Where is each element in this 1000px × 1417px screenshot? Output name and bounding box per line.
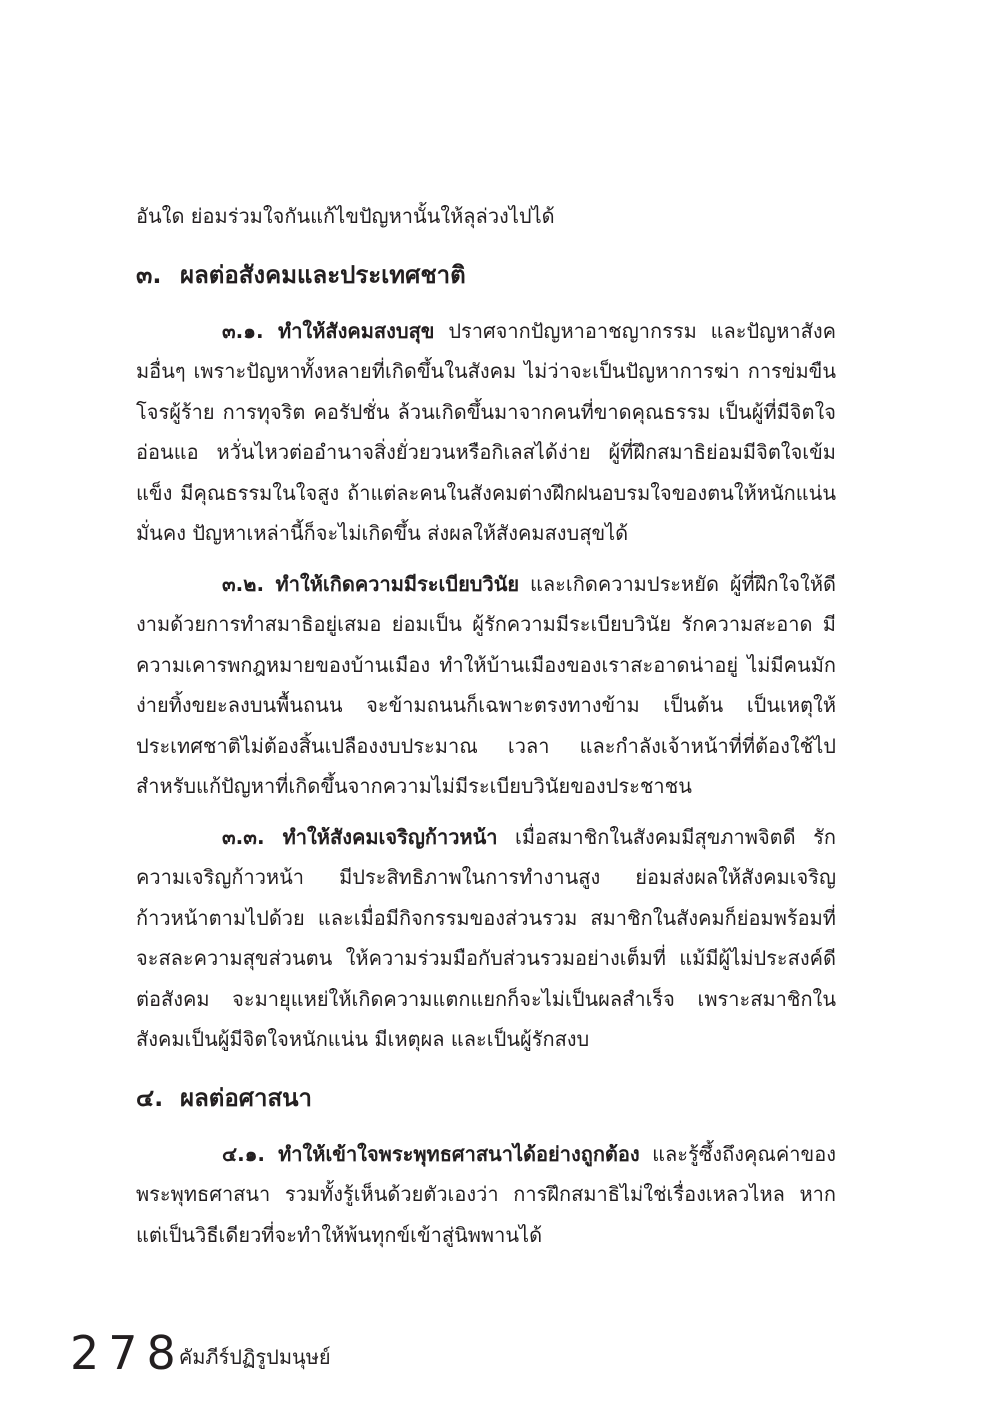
book-title: คัมภีร์ปฏิรูปมนุษย์ [178, 1345, 331, 1369]
paragraph-3-2 [136, 564, 836, 807]
paragraph-3-3-body: เมื่อสมาชิกในสังคมมีสุขภาพจิตดี รักความเจริญก้าวหน้า มีประสิทธิภาพในการทำงานสูง ย่อมส่งผลให้สังคมเจริญก้าวหน้าตามไปด้วย และเมื่อมีกิจกรรมของส่วนรวม สมาชิกในสังคมก็ย่อมพร้อมที่จะสละความสุขส่วนตน ให้ความร่วมมือกับส่วนรวมอย่างเต็มที่ แม้มีผู้ไม่ประสงค์ดีต่อสังคม จะมายุแหย่ให้เกิดความแตกแยกก็จะไม่เป็นผลสำเร็จ เพราะสมาชิกในสังคมเป็นผู้มีจิตใจหนักแน่น มีเหตุผล และเป็นผู้รักสงบ [136, 824, 836, 1051]
section-3-heading [136, 255, 836, 295]
subheading-3-1: ๓.๑. ทำให้สังคมสงบสุข [222, 318, 435, 343]
section-3-number: ๓. [136, 260, 162, 289]
page-body [136, 196, 836, 1255]
paragraph-3-2-body: และเกิดความประหยัด ผู้ที่ฝึกใจให้ดีงามด้วยการทำสมาธิอยู่เสมอ ย่อมเป็น ผู้รักความมีระเบียบวินัย รักความสะอาด มีความเคารพกฎหมายของบ้านเมือง ทำให้บ้านเมืองของเราสะอาดน่าอยู่ ไม่มีคนมักง่ายทิ้งขยะลงบนพื้นถนน จะข้ามถนนก็เฉพาะตรงทางข้าม เป็นต้น เป็นเหตุให้ประเทศชาติไม่ต้องสิ้นเปลืองงบประมาณ เวลา และกำลังเจ้าหน้าที่ที่ต้องใช้ไปสำหรับแก้ปัญหาที่เกิดขึ้นจากความไม่มีระเบียบวินัยของประชาชน [136, 571, 836, 798]
subheading-3-2: ๓.๒. ทำให้เกิดความมีระเบียบวินัย [222, 571, 520, 596]
paragraph-3-1-body: ปราศจากปัญหาอาชญากรรม และปัญหาสังคมอื่นๆ เพราะปัญหาทั้งหลายที่เกิดขึ้นในสังคม ไม่ว่าจะเป็นปัญหาการฆ่า การข่มขืน โจรผู้ร้าย การทุจริต คอรัปชั่น ล้วนเกิดขึ้นมาจากคนที่ขาดคุณธรรม เป็นผู้ที่มีจิตใจอ่อนแอ หวั่นไหวต่ออำนาจสิ่งยั่วยวนหรือกิเลสได้ง่าย ผู้ที่ฝึกสมาธิย่อมมีจิตใจเข้มแข็ง มีคุณธรรมในใจสูง ถ้าแต่ละคนในสังคมต่างฝึกฝนอบรมใจของตนให้หนักแน่น มั่นคง ปัญหาเหล่านี้ก็จะไม่เกิดขึ้น ส่งผลให้สังคมสงบสุขได้ [136, 318, 836, 545]
page-footer [70, 1318, 331, 1378]
subheading-4-1: ๔.๑. ทำให้เข้าใจพระพุทธศาสนาได้อย่างถูกต้อง [222, 1141, 640, 1166]
subheading-3-3: ๓.๓. ทำให้สังคมเจริญก้าวหน้า [222, 824, 498, 849]
section-4-heading [136, 1078, 836, 1118]
section-3-title: ผลต่อสังคมและประเทศชาติ [180, 260, 466, 289]
opening-line: อันใด ย่อมร่วมใจกันแก้ไขปัญหานั้นให้ลุล่วงไปได้ [136, 204, 555, 228]
section-4-title: ผลต่อศาสนา [180, 1083, 313, 1112]
paragraph-4-1 [136, 1134, 836, 1256]
section-4-number: ๔. [136, 1083, 164, 1112]
paragraph-3-1 [136, 311, 836, 554]
page-number: 278 [70, 1326, 185, 1380]
paragraph-3-3 [136, 817, 836, 1060]
paragraph-4-1-body: และรู้ซึ้งถึงคุณค่าของพระพุทธศาสนา รวมทั้งรู้เห็นด้วยตัวเองว่า การฝึกสมาธิไม่ใช่เรื่องเหลวไหล หากแต่เป็นวิธีเดียวที่จะทำให้พ้นทุกข์เข้าสู่นิพพานได้ [136, 1141, 836, 1247]
